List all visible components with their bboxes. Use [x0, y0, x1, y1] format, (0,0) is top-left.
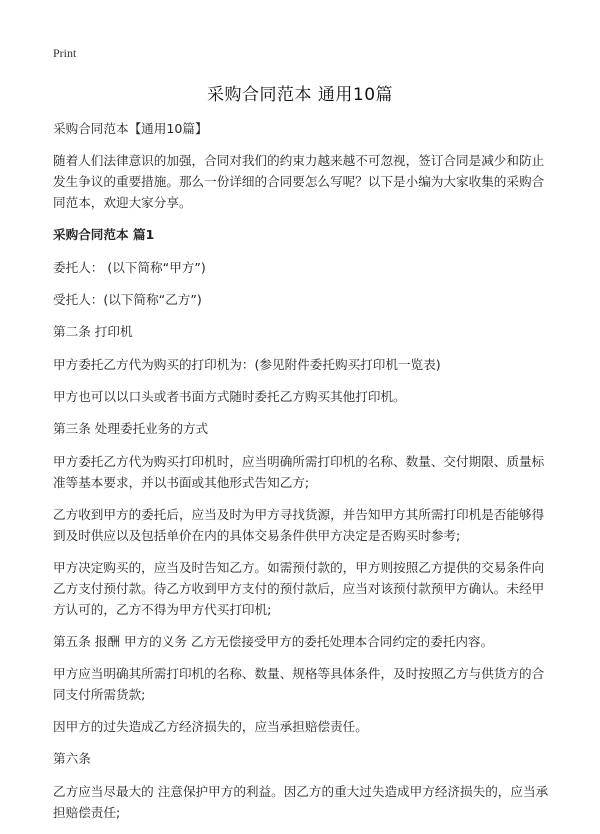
document-body — [53, 118, 553, 834]
paragraph: 甲方也可以以口头或者书面方式随时委托乙方购买其他打印机。 — [53, 389, 406, 404]
paragraph: 因甲方的过失造成乙方经济损失的，应当承担赔偿责任。 — [53, 719, 368, 734]
paragraph: 委托人： (以下简称“甲方”) — [53, 260, 206, 275]
print-link[interactable]: Print — [53, 46, 77, 60]
document-title: 采购合同范本 通用10篇 — [206, 85, 394, 105]
paragraph: 受托人：(以下简称“乙方”) — [53, 292, 202, 307]
paragraph: 乙方收到甲方的委托后，应当及时为甲方寻找货源，并告知甲方其所需打印机是否能够得到及时供应以及包括单价在内的具体交易条件供甲方决定是否购买时参考; — [53, 507, 545, 543]
clause-title: 第六条 — [53, 751, 91, 766]
paragraph: 甲方应当明确其所需打印机的名称、数量、规格等具体条件，及时按照乙方与供货方的合同支付所需货款; — [53, 666, 545, 702]
paragraph: 甲方委托乙方代为购买打印机时，应当明确所需打印机的名称、数量、交付期限、质量标准等基本要求，并以书面或其他形式告知乙方; — [53, 454, 545, 490]
paragraph: 随着人们法律意识的加强，合同对我们的约束力越来越不可忽视，签订合同是减少和防止发生争议的重要措施。那么一份详细的合同要怎么写呢？以下是小编为大家收集的采购合同范本，欢迎大家分享。 — [53, 153, 545, 210]
paragraph: 乙方应当尽最大的 注意保护甲方的利益。因乙方的重大过失造成甲方经济损失的，应当承担赔偿责任; — [53, 784, 549, 820]
paragraph: 甲方委托乙方代为购买的打印机为：(参见附件委托购买打印机一览表) — [53, 357, 441, 372]
paragraph: 采购合同范本【通用10篇】 — [53, 121, 208, 136]
paragraph: 甲方决定购买的，应当及时告知乙方。如需预付款的，甲方则按照乙方提供的交易条件向乙方支付预付款。待乙方收到甲方支付的预付款后，应当对该预付款预甲方确认。未经甲方认可的，乙方不得为甲方代买打印机; — [53, 560, 545, 617]
section-heading: 采购合同范本 篇1 — [53, 227, 155, 242]
clause-title: 第三条 处理委托业务的方式 — [53, 421, 209, 436]
clause-title: 第二条 打印机 — [53, 324, 133, 339]
paragraph: 第五条 报酬 甲方的义务 乙方无偿接受甲方的委托处理本合同约定的委托内容。 — [53, 634, 494, 649]
